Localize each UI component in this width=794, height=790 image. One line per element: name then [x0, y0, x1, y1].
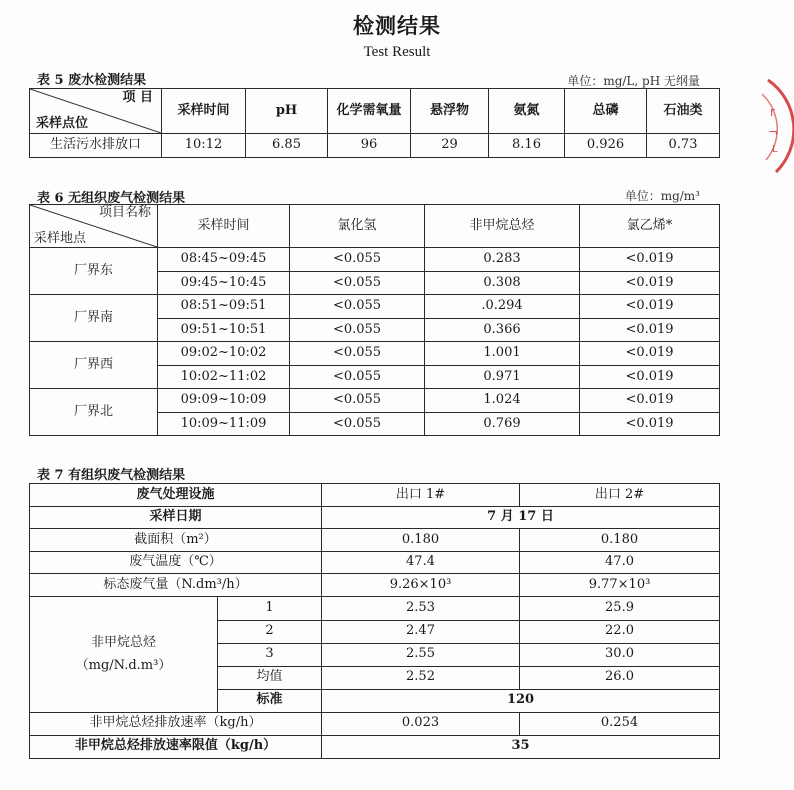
standard-label: 标准 — [218, 689, 322, 712]
time-cell: 09:02~10:02 — [158, 342, 290, 366]
time-cell: 10:02~11:02 — [158, 365, 290, 389]
sample-index: 1 — [218, 596, 322, 620]
svg-text:r: r — [770, 105, 775, 119]
site-cell: 厂界东 — [30, 248, 158, 295]
fugitive-gas-table — [29, 204, 720, 436]
value-cell: 9.26×10³ — [322, 574, 520, 597]
value-cell: <0.019 — [580, 318, 720, 342]
time-cell: 08:45~09:45 — [158, 248, 290, 272]
table5-header: 悬浮物 — [411, 89, 489, 134]
table6-item-label: 项目名称 — [98, 205, 151, 220]
table5-header: 采样时间 — [162, 89, 246, 134]
table-row — [30, 596, 720, 620]
emission-limit-label: 非甲烷总烃排放速率限值（kg/h） — [30, 735, 322, 758]
value-cell: 2.53 — [322, 596, 520, 620]
sample-index: 均值 — [218, 666, 322, 689]
table5-cell: 10:12 — [162, 134, 246, 158]
table5-cell: 0.926 — [565, 134, 647, 158]
value-cell: 0.023 — [322, 712, 520, 735]
table-row — [30, 248, 720, 272]
site-cell: 厂界南 — [30, 295, 158, 342]
table6-header: 采样时间 — [158, 205, 290, 248]
value-cell: <0.019 — [580, 389, 720, 413]
table5-caption: 表 5 废水检测结果 — [37, 73, 147, 88]
table5-cell: 生活污水排放口 — [30, 134, 162, 158]
value-cell: 47.4 — [322, 551, 520, 574]
table-row — [30, 735, 720, 758]
temperature-label: 废气温度（℃） — [30, 551, 322, 574]
organized-gas-table — [29, 483, 720, 759]
value-cell: 0.769 — [425, 412, 580, 436]
value-cell: <0.055 — [290, 412, 425, 436]
time-cell: 10:09~11:09 — [158, 412, 290, 436]
value-cell: <0.055 — [290, 271, 425, 295]
value-cell: <0.055 — [290, 295, 425, 319]
table5-header: 总磷 — [565, 89, 647, 134]
site-cell: 厂界北 — [30, 389, 158, 436]
table-row — [30, 551, 720, 574]
table6-header: 氯化氢 — [290, 205, 425, 248]
table6-unit: 单位：mg/m³ — [624, 189, 700, 203]
value-cell: <0.019 — [580, 248, 720, 272]
area-label: 截面积（m²） — [30, 529, 322, 552]
emission-rate-label: 非甲烷总烃排放速率（kg/h） — [30, 712, 322, 735]
table6-caption: 表 6 无组织废气检测结果 — [37, 191, 186, 206]
table-row — [30, 295, 720, 319]
sampling-date-value: 7 月 17 日 — [322, 506, 720, 529]
value-cell: 1.024 — [425, 389, 580, 413]
svg-text:¬: ¬ — [768, 125, 779, 139]
value-cell: <0.055 — [290, 318, 425, 342]
table5-unit: 单位：mg/L, pH 无纲量 — [567, 74, 700, 88]
value-cell: 25.9 — [520, 596, 720, 620]
table5-diagonal-header — [30, 89, 162, 134]
table5-cell: 6.85 — [246, 134, 328, 158]
value-cell: 2.52 — [322, 666, 520, 689]
table-row — [30, 134, 720, 158]
table6-diagonal-header — [30, 205, 158, 248]
sampling-date-label: 采样日期 — [30, 506, 322, 529]
table-row — [30, 389, 720, 413]
time-cell: 09:09~10:09 — [158, 389, 290, 413]
value-cell: 0.308 — [425, 271, 580, 295]
value-cell: 1.001 — [425, 342, 580, 366]
wastewater-table — [29, 88, 720, 158]
table5-header: 石油类 — [647, 89, 720, 134]
value-cell: <0.019 — [580, 342, 720, 366]
page-subtitle: Test Result — [363, 44, 431, 60]
value-cell: 2.55 — [322, 643, 520, 666]
value-cell: 0.254 — [520, 712, 720, 735]
value-cell: 0.180 — [322, 529, 520, 552]
value-cell: 47.0 — [520, 551, 720, 574]
outlet-1-header: 出口 1# — [322, 484, 520, 507]
table5-cell: 0.73 — [647, 134, 720, 158]
value-cell: <0.019 — [580, 412, 720, 436]
value-cell: <0.055 — [290, 389, 425, 413]
time-cell: 09:51~10:51 — [158, 318, 290, 342]
table6-header: 氯乙烯* — [580, 205, 720, 248]
table5-cell: 8.16 — [489, 134, 565, 158]
value-cell: 22.0 — [520, 620, 720, 643]
nmhc-label-line2: （mg/N.d.m³） — [75, 658, 172, 673]
value-cell: 0.180 — [520, 529, 720, 552]
standard-value: 120 — [322, 689, 720, 712]
table-row — [30, 712, 720, 735]
time-cell: 09:45~10:45 — [158, 271, 290, 295]
page-title: 检测结果 — [353, 13, 441, 38]
value-cell: <0.019 — [580, 365, 720, 389]
table5-site-label: 采样点位 — [36, 115, 89, 131]
facility-label: 废气处理设施 — [30, 484, 322, 507]
value-cell: <0.019 — [580, 295, 720, 319]
stamp-seal — [748, 72, 794, 182]
table5-header: pH — [246, 89, 328, 134]
table5-item-label: 项 目 — [122, 90, 153, 105]
flow-label: 标态废气量（N.dm³/h） — [30, 574, 322, 597]
value-cell: 2.47 — [322, 620, 520, 643]
table-row — [30, 574, 720, 597]
value-cell: <0.019 — [580, 271, 720, 295]
value-cell: 0.283 — [425, 248, 580, 272]
emission-limit-value: 35 — [322, 735, 720, 758]
table7-caption: 表 7 有组织废气检测结果 — [37, 468, 186, 483]
site-cell: 厂界西 — [30, 342, 158, 389]
value-cell: 30.0 — [520, 643, 720, 666]
value-cell: <0.055 — [290, 365, 425, 389]
table5-cell: 96 — [328, 134, 411, 158]
value-cell: 9.77×10³ — [520, 574, 720, 597]
value-cell: 0.366 — [425, 318, 580, 342]
value-cell: 0.971 — [425, 365, 580, 389]
sample-index: 2 — [218, 620, 322, 643]
table5-header: 化学需氧量 — [328, 89, 411, 134]
table5-cell: 29 — [411, 134, 489, 158]
table-row — [30, 529, 720, 552]
outlet-2-header: 出口 2# — [520, 484, 720, 507]
table-row — [30, 342, 720, 366]
table6-site-label: 采样地点 — [34, 230, 87, 246]
value-cell: <0.055 — [290, 248, 425, 272]
nmhc-label-line1: 非甲烷总烃 — [90, 634, 156, 650]
table5-header: 氨氮 — [489, 89, 565, 134]
value-cell: 26.0 — [520, 666, 720, 689]
table6-header: 非甲烷总烃 — [425, 205, 580, 248]
value-cell: <0.055 — [290, 342, 425, 366]
svg-text:L: L — [772, 144, 778, 155]
nmhc-label — [30, 596, 218, 712]
sample-index: 3 — [218, 643, 322, 666]
value-cell: .0.294 — [425, 295, 580, 319]
time-cell: 08:51~09:51 — [158, 295, 290, 319]
